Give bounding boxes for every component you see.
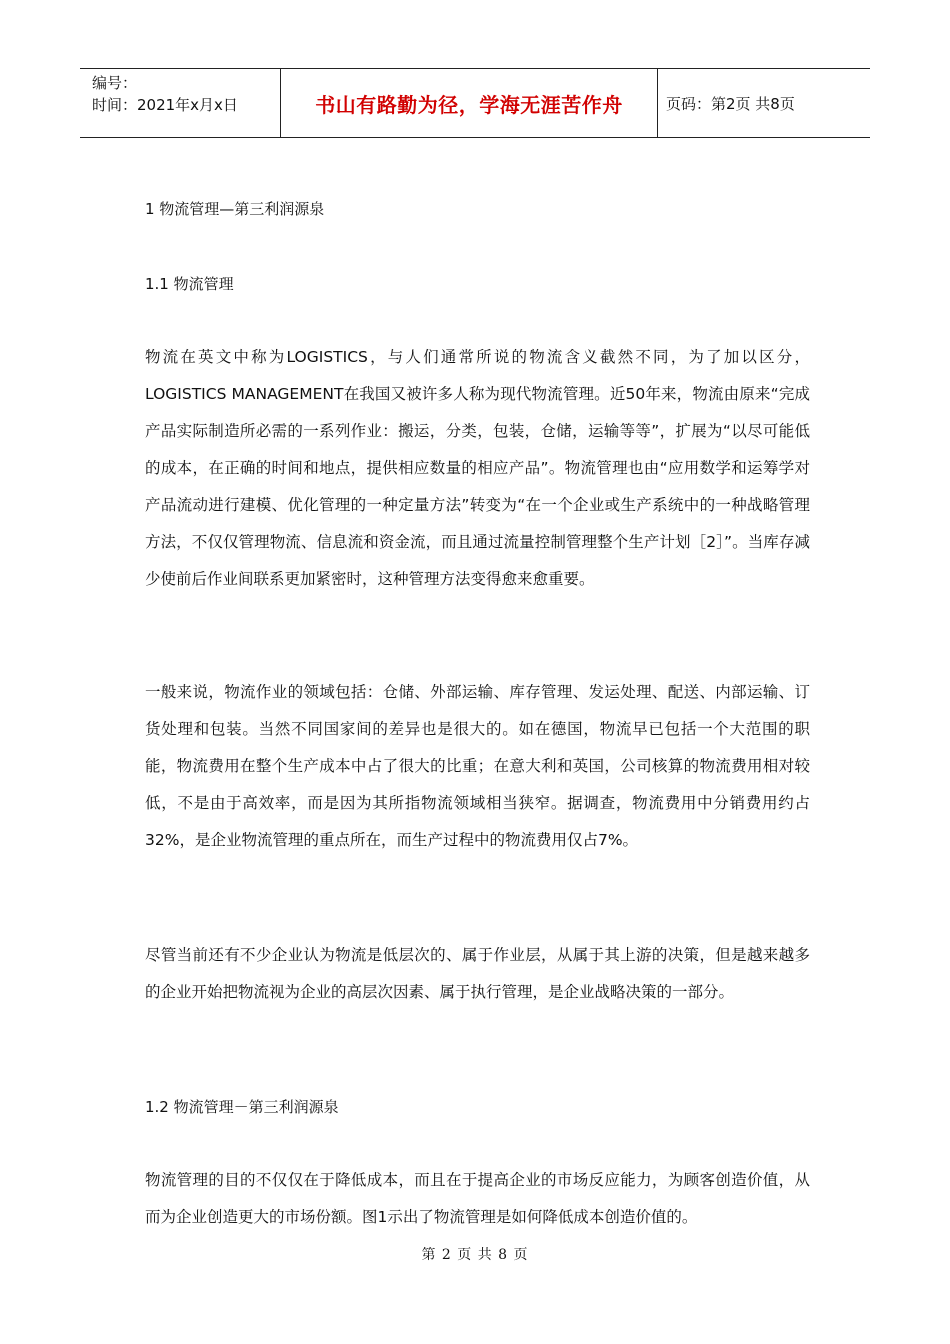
section-heading-1-2: 1.2 物流管理－第三利润源泉 [145, 1098, 339, 1116]
paragraph-1: 物流在英文中称为LOGISTICS，与人们通常所说的物流含义截然不同，为了加以区分，LOGISTICS MANAGEMENT在我国又被许多人称为现代物流管理。近50年来，物流由原来“完成产品实际制造所必需的一系列作业：搬运，分类，包装，仓储，运输等等”，扩展为“以尽可能低的成本，在正确的时间和地点，提供相应数量的相应产品”。物流管理也由“应用数学和运筹学对产品流动进行建模、优化管理的一种定量方法”转变为“在一个企业或生产系统中的一种战略管理方法，不仅仅管理物流、信息流和资金流，而且通过流量控制管理整个生产计划［2］”。当库存减少使前后作业间联系更加紧密时，这种管理方法变得愈来愈重要。 [145, 348, 810, 588]
date-label: 时间：2021年x月x日 [92, 96, 238, 114]
header-motto-cell [281, 69, 658, 137]
header-meta-cell [80, 69, 281, 137]
section-heading-1-1: 1.1 物流管理 [145, 275, 234, 293]
page-info: 页码：第2页 共8页 [666, 94, 795, 113]
motto-text: 书山有路勤为径，学海无涯苦作舟 [315, 92, 623, 117]
paragraph-2: 一般来说，物流作业的领域包括：仓储、外部运输、库存管理、发运处理、配送、内部运输、订货处理和包装。当然不同国家间的差异也是很大的。如在德国，物流早已包括一个大范围的职能，物流费用在整个生产成本中占了很大的比重；在意大利和英国，公司核算的物流费用相对较低，不是由于高效率，而是因为其所指物流领域相当狭窄。据调查，物流费用中分销费用约占32%，是企业物流管理的重点所在，而生产过程中的物流费用仅占7%。 [145, 683, 810, 849]
section-heading-1: 1 物流管理—第三利润源泉 [145, 200, 325, 218]
header-table [80, 68, 870, 138]
paragraph-3: 尽管当前还有不少企业认为物流是低层次的、属于作业层，从属于其上游的决策，但是越来越多的企业开始把物流视为企业的高层次因素、属于执行管理，是企业战略决策的一部分。 [145, 946, 810, 1001]
page-footer: 第 2 页 共 8 页 [421, 1247, 529, 1263]
header-page-cell [658, 69, 870, 137]
number-label: 编号： [92, 74, 138, 92]
paragraph-4: 物流管理的目的不仅仅在于降低成本，而且在于提高企业的市场反应能力，为顾客创造价值，从而为企业创造更大的市场份额。图1示出了物流管理是如何降低成本创造价值的。 [145, 1171, 810, 1226]
